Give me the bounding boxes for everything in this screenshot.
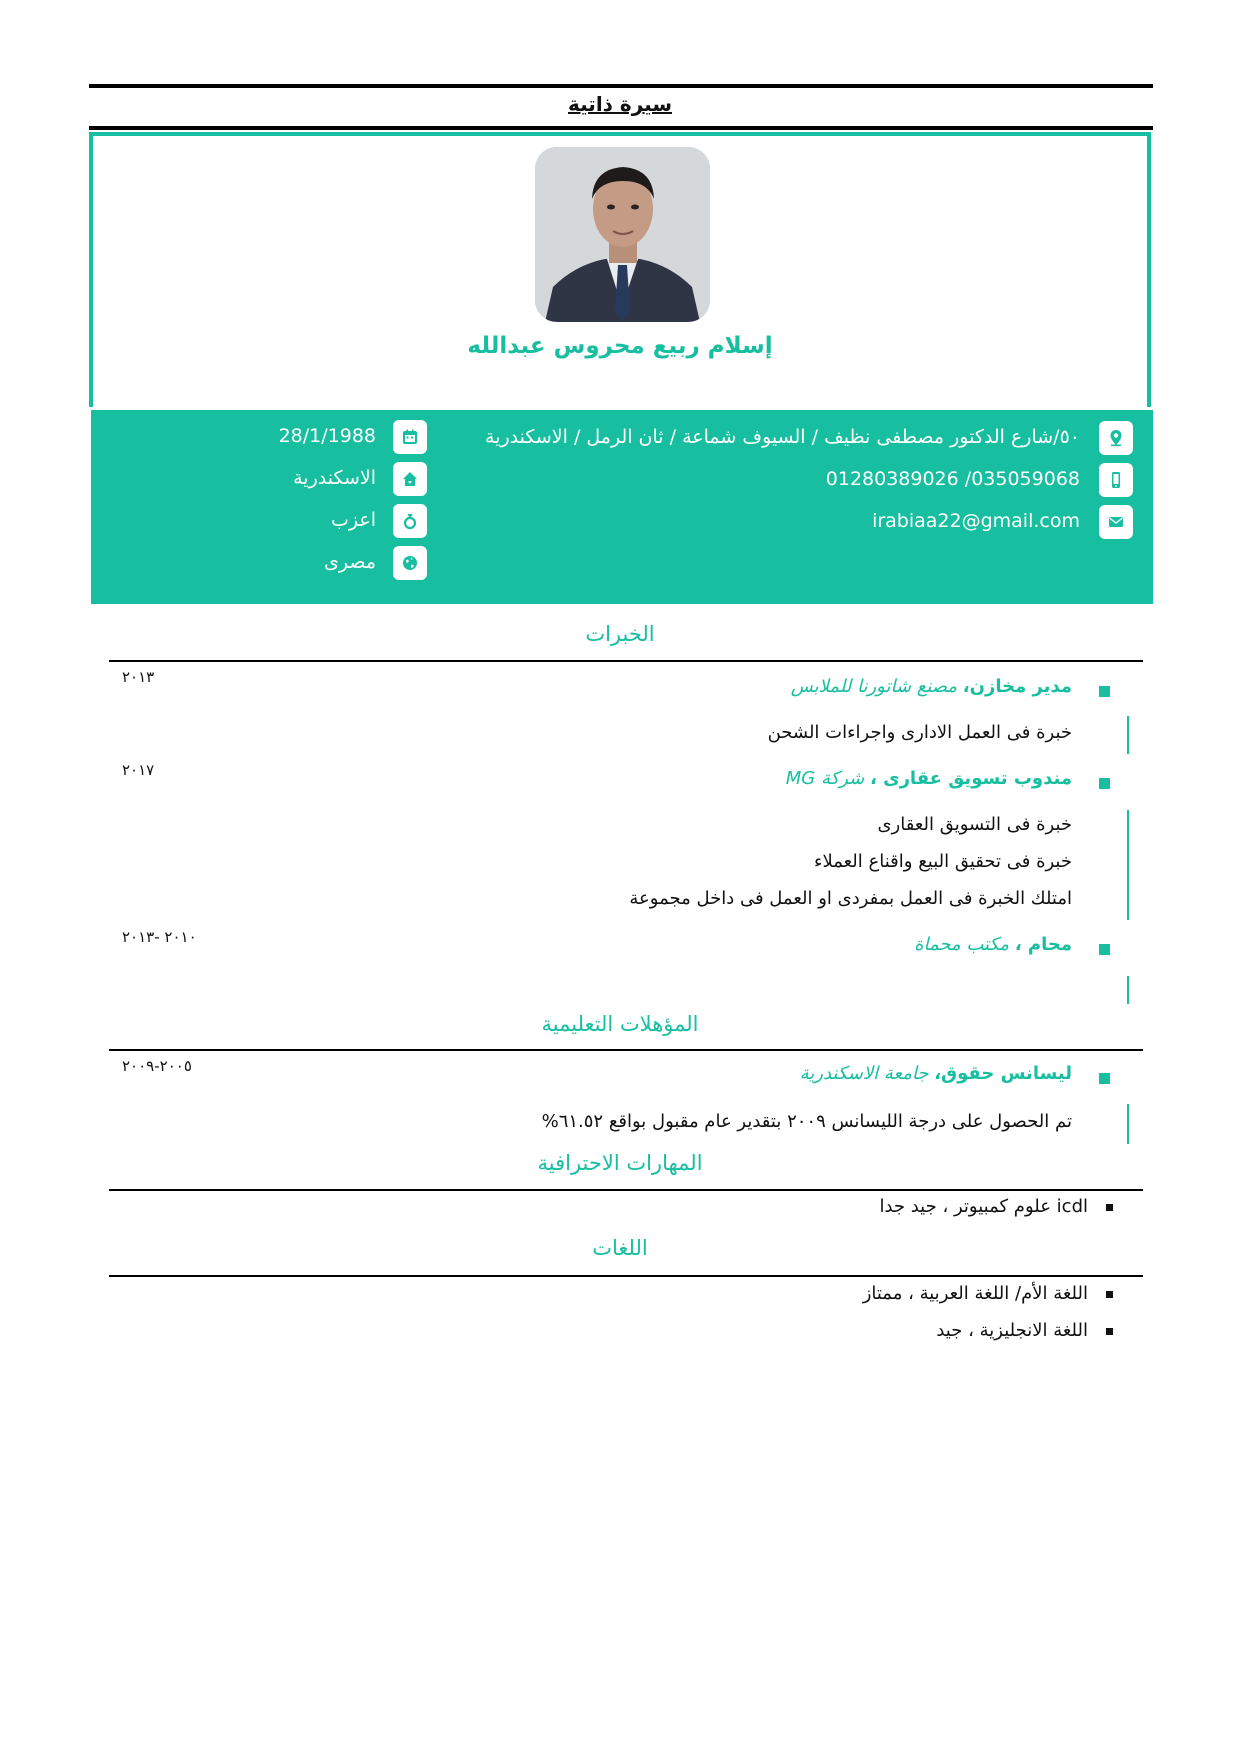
job-title: مندوب تسويق عقارى ،	[869, 768, 1072, 789]
home-icon	[393, 462, 427, 496]
ring-icon	[393, 504, 427, 538]
education-bullet	[1099, 1073, 1110, 1084]
job-bullet	[1099, 944, 1110, 955]
job-heading	[914, 934, 1072, 955]
phone-text: 035059068/ 01280389026	[825, 468, 1080, 490]
job-title: محام ،	[1014, 934, 1072, 955]
education-detail: تم الحصول على درجة الليسانس ٢٠٠٩ بتقدير عام مقبول بواقع ٦١.٥٢%	[541, 1111, 1072, 1132]
profile-photo	[535, 147, 710, 322]
languages-rule	[109, 1275, 1143, 1277]
job-org: مصنع شاتورنا للملابس	[790, 676, 958, 697]
job-org: شركة MG	[785, 768, 865, 789]
birth-date-text: 28/1/1988	[278, 425, 376, 447]
job-date: ٢٠١٧	[122, 761, 155, 779]
job-heading	[791, 676, 1072, 697]
education-rule	[109, 1049, 1143, 1051]
language-bullet	[1106, 1291, 1113, 1298]
location-icon	[1099, 421, 1133, 455]
experience-rule	[109, 660, 1143, 662]
address-text: ٥٠/شارع الدكتور مصطفى نظيف / السيوف شماعة / ثان الرمل / الاسكندرية	[485, 426, 1080, 448]
document-title: سيرة ذاتية	[568, 92, 672, 116]
job-detail: خبرة فى تحقيق البيع واقناع العملاء	[814, 851, 1072, 872]
job-date: ٢٠١٠ -٢٠١٣	[122, 928, 197, 946]
city-text: الاسكندرية	[293, 467, 376, 489]
title-rule	[89, 126, 1153, 130]
language-item: اللغة الانجليزية ، جيد	[936, 1320, 1088, 1341]
education-detail-bar	[1127, 1104, 1129, 1144]
language-bullet	[1106, 1328, 1113, 1335]
email-text[interactable]: irabiaa22@gmail.com	[872, 510, 1080, 532]
job-detail: خبرة فى التسويق العقارى	[877, 814, 1072, 835]
email-icon	[1099, 505, 1133, 539]
languages-heading: اللغات	[592, 1236, 648, 1260]
experience-heading: الخبرات	[585, 622, 655, 646]
calendar-icon	[393, 420, 427, 454]
job-detail-bar	[1127, 810, 1129, 920]
full-name: إسلام ربيع محروس عبدالله	[467, 333, 773, 359]
job-org: مكتب محماة	[914, 934, 1010, 955]
mobile-icon	[1099, 463, 1133, 497]
nationality-text: مصرى	[323, 551, 376, 573]
job-detail: امتلك الخبرة فى العمل بمفردى او العمل فى داخل مجموعة	[629, 888, 1072, 909]
degree-institution: جامعة الاسكندرية	[799, 1063, 929, 1084]
skills-rule	[109, 1189, 1143, 1191]
job-heading	[786, 768, 1072, 789]
education-heading: المؤهلات التعليمية	[541, 1012, 699, 1036]
skill-bullet	[1106, 1204, 1113, 1211]
job-title: مدير مخازن،	[962, 676, 1072, 697]
top-rule	[89, 84, 1153, 88]
education-date: ٢٠٠٥-٢٠٠٩	[122, 1057, 192, 1075]
globe-icon	[393, 546, 427, 580]
job-detail-bar	[1127, 976, 1129, 1004]
job-bullet	[1099, 686, 1110, 697]
degree-title: ليسانس حقوق،	[934, 1063, 1072, 1084]
skill-item: icdl علوم كمبيوتر ، جيد جدا	[879, 1196, 1088, 1217]
job-detail: خبرة فى العمل الادارى واجراءات الشحن	[767, 722, 1072, 743]
language-item: اللغة الأم/ اللغة العربية ، ممتاز	[862, 1283, 1088, 1304]
marital-status-text: اعزب	[331, 509, 376, 531]
job-detail-bar	[1127, 716, 1129, 754]
job-bullet	[1099, 778, 1110, 789]
skills-heading: المهارات الاحترافية	[537, 1151, 703, 1175]
education-heading-line	[800, 1063, 1072, 1084]
job-date: ٢٠١٣	[122, 668, 155, 686]
